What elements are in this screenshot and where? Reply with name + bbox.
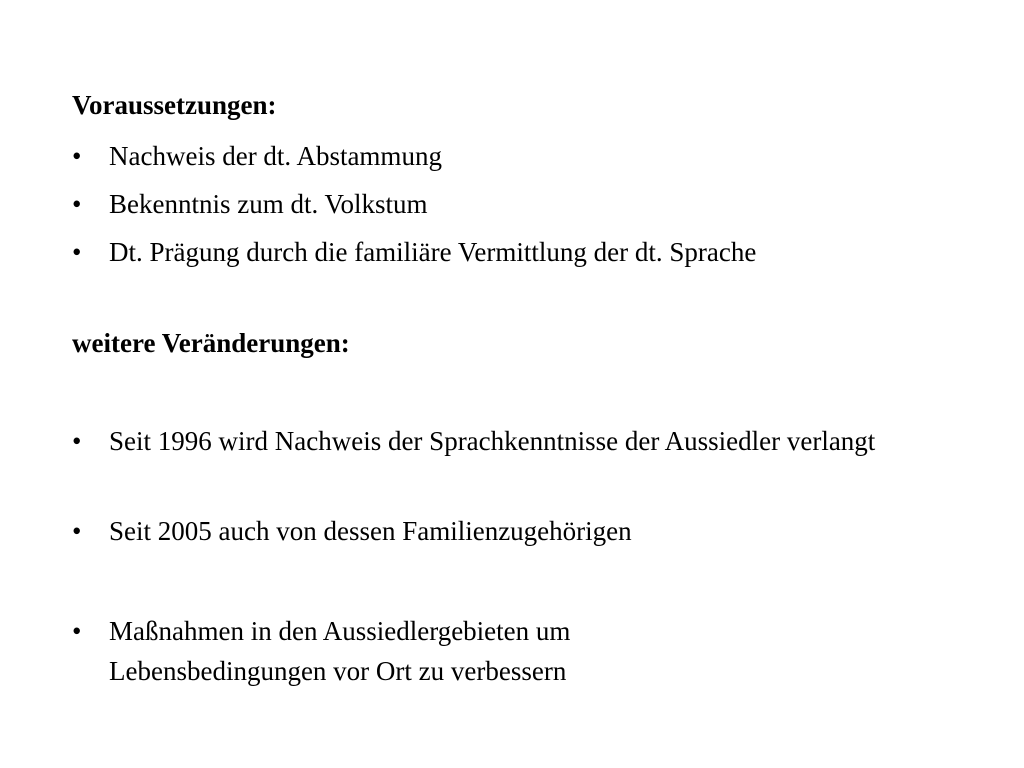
bullet-item [72,232,992,272]
bullet-icon: • [72,426,82,456]
bullet-item [72,511,992,551]
bullet-icon: • [72,141,82,171]
bullet-item [72,136,992,176]
section-heading-weitere-veraenderungen: weitere Veränderungen: [72,328,350,358]
bullet-text: Bekenntnis zum dt. Volkstum [109,189,428,219]
bullet-text: Maßnahmen in den Aussiedlergebieten um Lebensbedingungen vor Ort zu verbessern [109,616,571,686]
bullet-icon: • [72,516,82,546]
bullet-item [72,421,992,461]
bullet-text: Dt. Prägung durch die familiäre Vermittlung der dt. Sprache [109,237,757,267]
bullet-text: Seit 1996 wird Nachweis der Sprachkenntnisse der Aussiedler verlangt [109,426,876,456]
bullet-icon: • [72,189,82,219]
bullet-item [72,611,712,691]
bullet-text: Seit 2005 auch von dessen Familienzugehörigen [109,516,632,546]
bullet-text: Nachweis der dt. Abstammung [109,141,442,171]
section-heading-voraussetzungen: Voraussetzungen: [72,90,277,120]
bullet-icon: • [72,616,82,646]
bullet-icon: • [72,237,82,267]
bullet-item [72,184,992,224]
